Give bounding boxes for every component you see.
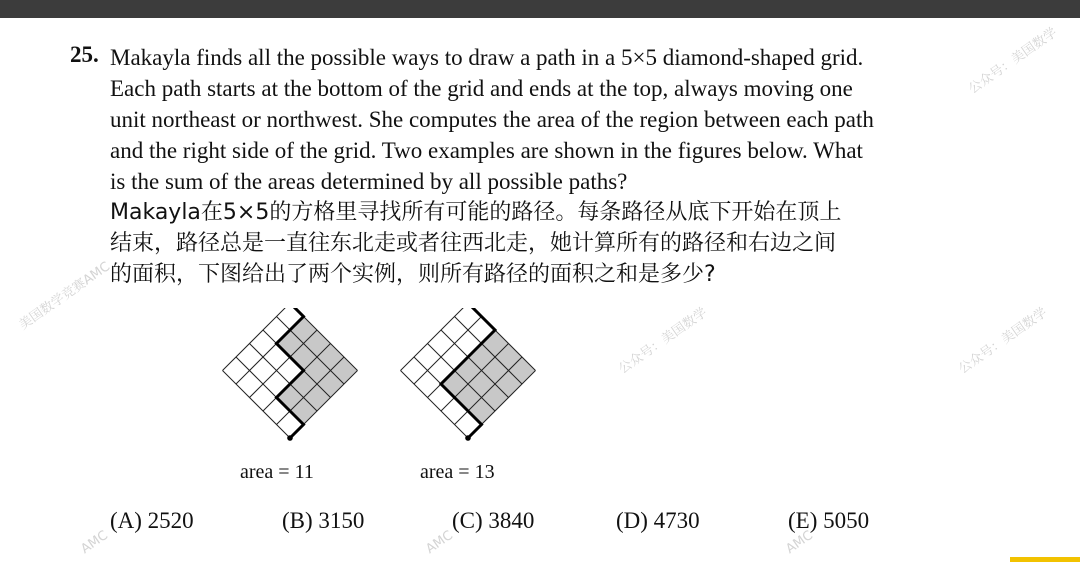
choice-b[interactable]: (B) 3150: [282, 508, 365, 533]
watermark: AMC: [78, 527, 111, 558]
problem-number: 25.: [70, 42, 99, 67]
problem-line-en: is the sum of the areas determined by all possible paths?: [110, 169, 628, 194]
choice-c[interactable]: (C) 3840: [452, 508, 535, 533]
watermark: AMC: [783, 527, 816, 558]
accent-bar: [1010, 557, 1080, 562]
watermark: 公众号：美国数学: [956, 305, 1051, 378]
top-bar: [0, 0, 1080, 18]
problem-line-zh: 结束，路径总是一直往东北走或者往西北走，她计算所有的路径和右边之间: [110, 231, 837, 256]
path-endpoint: [287, 435, 293, 441]
figure-1-label: area = 11: [240, 461, 314, 483]
watermark: 美国数学竞赛AMC: [16, 259, 113, 334]
watermark: 公众号：美国数学: [966, 25, 1061, 98]
diamond-grid-figure-2: [398, 308, 538, 448]
choice-a[interactable]: (A) 2520: [110, 508, 194, 533]
problem-line-en: Each path starts at the bottom of the grid and ends at the top, always moving one: [110, 76, 853, 101]
watermark: 公众号：美国数学: [616, 305, 711, 378]
watermark: AMC: [423, 527, 456, 558]
problem-line-zh: 的面积，下图给出了两个实例，则所有路径的面积之和是多少?: [110, 262, 716, 287]
problem-line-en: and the right side of the grid. Two examples are shown in the figures below. What: [110, 138, 863, 163]
choice-d[interactable]: (D) 4730: [616, 508, 700, 533]
figure-2-label: area = 13: [420, 461, 495, 483]
problem-line-zh: Makayla在5×5的方格里寻找所有可能的路径。每条路径从底下开始在顶上: [110, 200, 842, 225]
choice-e[interactable]: (E) 5050: [788, 508, 870, 533]
problem-line-en: unit northeast or northwest. She computes the area of the region between each path: [110, 107, 874, 132]
problem-line-en: Makayla finds all the possible ways to draw a path in a 5×5 diamond-shaped grid.: [110, 45, 864, 70]
diamond-grid-figure-1: [220, 308, 360, 448]
problem-text: [110, 42, 1010, 290]
path-endpoint: [465, 435, 471, 441]
grid-line: [223, 371, 291, 439]
grid-line: [401, 308, 469, 371]
